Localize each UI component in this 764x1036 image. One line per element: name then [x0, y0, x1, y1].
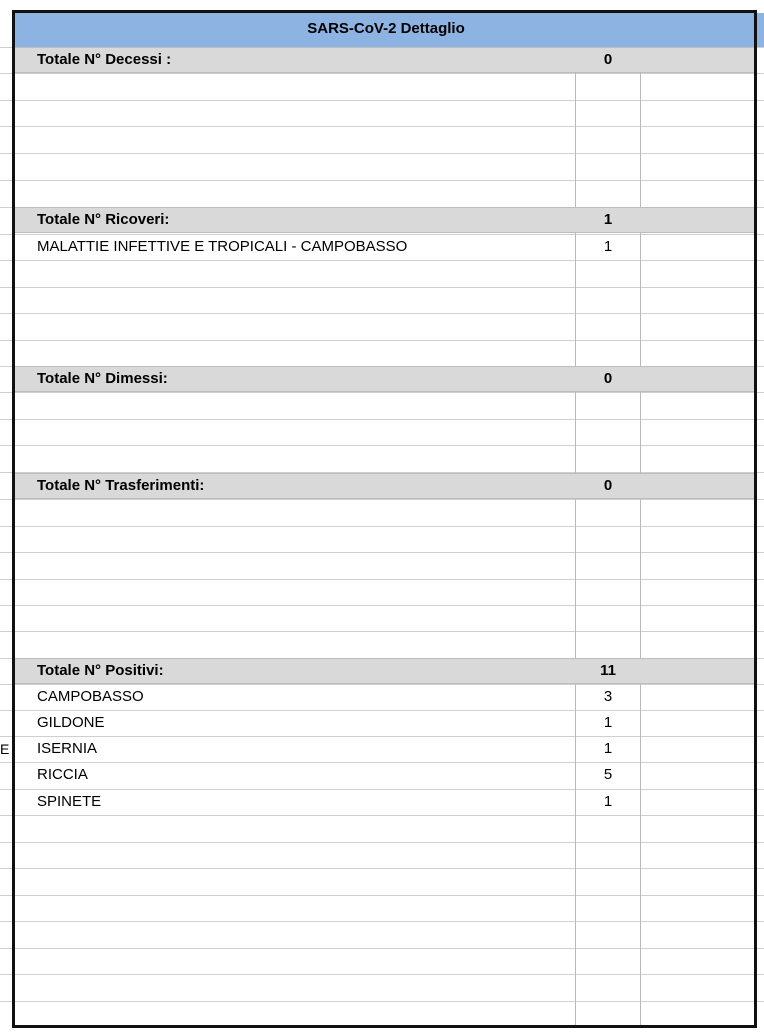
table-frame — [12, 10, 757, 1028]
list-item-value: 1 — [603, 740, 613, 757]
section-label-dimessi: Totale N° Dimessi: — [37, 370, 168, 387]
section-label-positivi: Totale N° Positivi: — [37, 662, 164, 679]
list-item-name: ISERNIA — [37, 740, 98, 757]
section-label-trasferimenti: Totale N° Trasferimenti: — [37, 477, 205, 494]
list-item-name: RICCIA — [37, 766, 88, 783]
list-item-value: 5 — [603, 766, 613, 783]
list-item-name: SPINETE — [37, 793, 102, 810]
list-item-value: 1 — [603, 238, 613, 255]
list-item-value: 3 — [603, 688, 613, 705]
list-item-name: CAMPOBASSO — [37, 688, 144, 705]
section-label-ricoveri: Totale N° Ricoveri: — [37, 211, 170, 228]
section-label-decessi: Totale N° Decessi : — [37, 51, 172, 68]
header-overflow — [757, 13, 764, 47]
section-total-ricoveri: 1 — [603, 211, 613, 228]
list-item-name: MALATTIE INFETTIVE E TROPICALI - CAMPOBASSO — [37, 238, 408, 255]
section-total-positivi: 11 — [600, 662, 616, 679]
table-title: SARS-CoV-2 Dettaglio — [307, 20, 465, 37]
table-header — [15, 13, 757, 48]
list-item-value: 1 — [603, 714, 613, 731]
section-total-trasferimenti: 0 — [603, 477, 613, 494]
section-total-decessi: 0 — [603, 51, 613, 68]
list-item-value: 1 — [603, 793, 613, 810]
section-total-dimessi: 0 — [603, 370, 613, 387]
list-item-name: GILDONE — [37, 714, 105, 731]
left-edge-fragment: E — [0, 741, 10, 757]
